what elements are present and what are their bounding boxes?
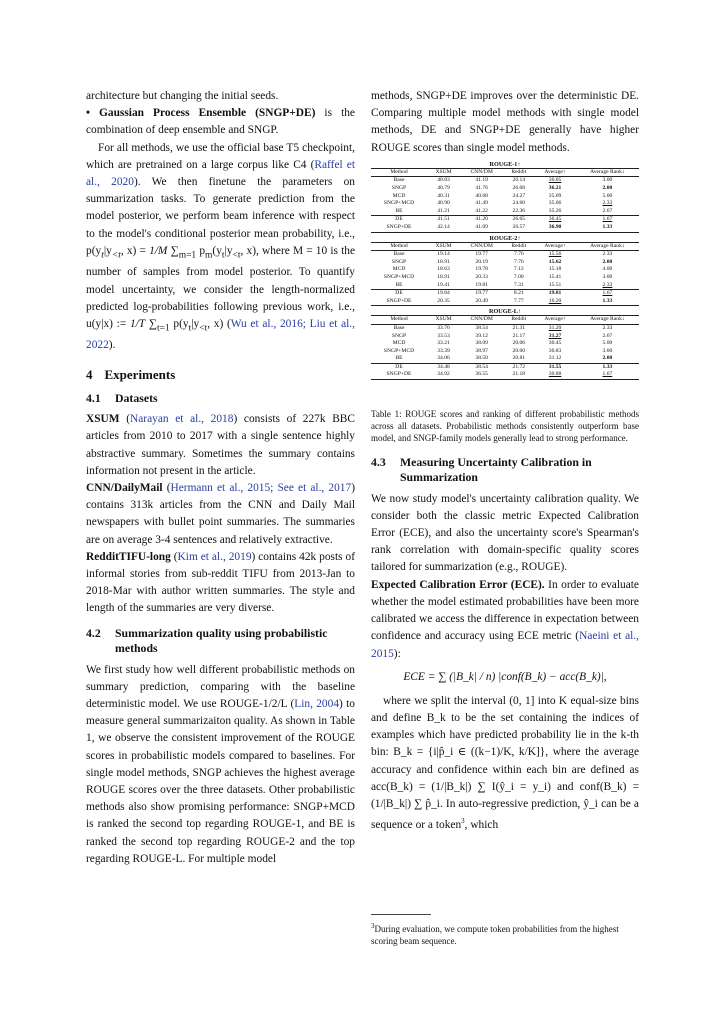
table-header-cell: Method <box>371 168 427 177</box>
text: where we split the interval (0, 1] into K equal-size bins and define B_k to be the set containing the indices of examples which have predicted probability lie in the k-th bin: B_k = {i|p̂_i ∈ ((k−1)/K, k/K]}, where the average accuracy and confidence within each bin are defined as acc(B_k) = (1/|B_k|) ∑ I(ŷ_i = y_i) and conf(B_k) = (1/|B_k|) ∑ p̂_i. In auto-regressive prediction, ŷ_i can be a sequence or a token <box>371 694 639 831</box>
text: , x), where M = 10 is the number of samples from model posterior. To quantify model uncertainty, we consider the length-normalized predicted log-probabilities following previous work, i.e., u(y|x) := <box>86 244 355 330</box>
table-header-cell: Average Rank↓ <box>576 168 639 177</box>
table-cell: 36.90 <box>534 224 576 232</box>
paragraph: methods, SNGP+DE improves over the deterministic DE. Comparing multiple model methods with single model methods, DE and SNGP+DE generally have higher ROUGE scores than single model methods. <box>371 90 639 154</box>
text: ∑ <box>145 317 157 330</box>
section-number: 4 <box>86 366 93 382</box>
table-cell: 7.31 <box>513 281 524 288</box>
section-heading <box>86 367 355 383</box>
table-cell: 15.41 <box>548 273 562 280</box>
text: ) contains 313k articles from the CNN and Daily Mail newspapers with bullet point summaries. The summaries are on average 3-4 sentences and relatively extractive. <box>86 481 355 546</box>
dataset-name: CNN/DailyMail <box>86 481 163 494</box>
table-header-cell: Reddit <box>503 168 534 177</box>
table-header-cell: Method <box>371 242 427 251</box>
table-cell: 2.00 <box>602 185 613 191</box>
text: |y <box>224 244 233 257</box>
table-cell: 24.27 <box>512 192 526 199</box>
footnote-rule <box>371 914 431 915</box>
table-cell: 33.53 <box>437 332 450 339</box>
table-cell: 2.00 <box>602 258 613 265</box>
table-cell: 18.91 <box>437 273 450 280</box>
table-cell: 38.54 <box>460 363 503 371</box>
citation-link[interactable]: Narayan et al., 2018 <box>130 413 234 426</box>
text: (y <box>212 244 222 257</box>
text: |y <box>103 244 112 257</box>
text: |y <box>191 317 200 330</box>
text: ). <box>108 339 116 352</box>
table-cell: Base <box>393 251 405 258</box>
left-column <box>86 88 355 868</box>
table-cell: 20.35 <box>427 298 460 306</box>
table-cell: 2.33 <box>602 200 613 207</box>
text: , x) = <box>120 244 150 257</box>
subsection-title: Datasets <box>115 390 158 405</box>
table-cell: MCD <box>392 266 406 273</box>
table-cell: 18.91 <box>437 258 450 265</box>
table-cell: 36.21 <box>548 185 562 191</box>
table-cell: 31.12 <box>548 355 562 362</box>
table-cell: SNGP <box>391 332 407 339</box>
paragraph-sngp-de <box>86 105 355 139</box>
table-cell: 30.88 <box>534 371 576 379</box>
table-cell: MCD <box>392 192 406 199</box>
table-cell: 1.67 <box>576 216 639 224</box>
rouge-subtable <box>371 242 639 307</box>
table-cell: 39.12 <box>475 332 488 339</box>
text: ): <box>393 647 401 660</box>
footnote-number: 3 <box>371 922 375 930</box>
right-column <box>371 88 639 834</box>
table-cell: 40.83 <box>437 177 450 184</box>
table-header-cell: Average Rank↓ <box>576 242 639 251</box>
table-cell: 36.45 <box>534 216 576 224</box>
table-cell: 20.33 <box>475 273 488 280</box>
table-row <box>371 193 639 201</box>
table-header-cell: Reddit <box>503 316 534 325</box>
paragraph-xsum: XSUM (Narayan et al., 2018) consists of 227k BBC articles from 2010 to 2017 with a single sentence highly abstractive summary. Sometimes the summary contains information not present in the article. <box>86 413 355 477</box>
table-section-title: ROUGE-1↑ <box>489 160 521 168</box>
table-cell: DE <box>371 290 427 298</box>
subsection-title: Measuring Uncertainty Calibration in Summarization <box>400 454 592 485</box>
table-cell: 2.67 <box>602 207 613 214</box>
table-cell: 7.12 <box>513 266 524 273</box>
citation-link[interactable]: Lin, 2004 <box>294 697 340 710</box>
table-row <box>371 185 639 193</box>
table-row <box>371 340 639 348</box>
table-cell: BE <box>395 355 403 362</box>
table-cell: 21.17 <box>512 332 526 339</box>
table-section-title: ROUGE-2↑ <box>489 234 521 242</box>
table-cell: 19.14 <box>437 251 450 258</box>
table-cell: 41.22 <box>475 207 488 214</box>
text: is the combination of deep ensemble and SNGP. <box>86 107 355 137</box>
table-cell: 15.51 <box>548 281 562 288</box>
table-row <box>371 251 639 259</box>
table-cell: 31.20 <box>548 324 562 331</box>
table-cell: 7.00 <box>513 273 524 280</box>
table-cell: 21.72 <box>503 363 534 371</box>
table-cell: 26.08 <box>512 185 526 191</box>
table-cell: 41.20 <box>460 216 503 224</box>
table-row <box>371 200 639 208</box>
paragraph: architecture but changing the initial seeds. <box>86 90 279 102</box>
table-row <box>371 348 639 356</box>
table-row <box>371 216 639 224</box>
table-cell: 2.33 <box>602 251 613 258</box>
paragraph-methods: For all methods, we use the official base T5 checkpoint, which are pretrained on a large corpus like C4 (Raffel et al., 2020). We then finetune the parameters on summarization tasks. To generate prediction from the model posterior, we perform beam inference with respect to the model's conditional posterior mean probability, i.e., $p(y_t|y_{<t}$, x) = 1/M $\sum_{m=1}$ $p_m(y_t|y_{<t}$, x), where M = 10 is the number of samples from model posterior. To quantify model uncertainty, we consider the length-normalized predicted log-probabilities following previous work, i.e., u(y|x) := 1/T $\sum_{t=1}$ $p(y_t|y_{<t}$, x) (Wu et al., 2016; Liu et al., 2022). <box>86 141 355 352</box>
table-cell: SNGP <box>391 258 407 265</box>
table-cell: 40.90 <box>437 200 450 207</box>
table-row <box>371 224 639 232</box>
table-cell: 20.49 <box>460 298 503 306</box>
table-header-cell: CNN/DM <box>460 168 503 177</box>
citation-link[interactable]: Hermann et al., 2015; See et al., 2017 <box>170 481 352 494</box>
table-cell: 36.55 <box>460 371 503 379</box>
table-cell: 41.19 <box>475 177 488 184</box>
footnote <box>371 920 639 947</box>
table-cell: 26.14 <box>512 177 526 184</box>
table-row <box>371 208 639 216</box>
table-cell: SNGP+MCD <box>383 273 415 280</box>
subsection-heading <box>371 455 639 486</box>
subsection-number: 4.1 <box>86 390 101 405</box>
table-cell: 40.79 <box>437 185 450 191</box>
table-caption: Table 1: ROUGE scores and ranking of different probabilistic methods across all datasets. Probabilistic methods consistently outperform base model, and SNGP-family models generally lead to strong performance. <box>371 409 639 444</box>
table-cell: 33.39 <box>437 347 450 354</box>
paragraph-heading: Expected Calibration Error (ECE). <box>371 578 545 591</box>
table-cell: BE <box>395 207 403 214</box>
table-cell: 35.26 <box>548 207 562 214</box>
paragraph-cnn: CNN/DailyMail (Hermann et al., 2015; See et al., 2017) contains 313k articles from the CNN and Daily Mail newspapers with bullet point summaries. The summaries are on average 3-4 sentences and relatively extractive. <box>86 481 355 546</box>
table-cell: 8.21 <box>503 290 534 298</box>
text: ) consists of 227k BBC articles from 2010 to 2017 with a single sentence highly abstractive summary. Sometimes the summary contains information not present in the article. <box>86 413 355 477</box>
table-cell: 20.06 <box>512 340 526 347</box>
table-cell: 33.21 <box>437 340 450 347</box>
table-cell: 1.33 <box>576 224 639 232</box>
subsection-heading <box>86 391 355 407</box>
subsection-number: 4.3 <box>371 454 386 469</box>
text: , which <box>464 818 499 831</box>
footnote-marker[interactable]: 3 <box>461 817 465 826</box>
table-header-cell: Reddit <box>503 242 534 251</box>
table-row <box>371 282 639 290</box>
table-cell: 7.76 <box>513 251 524 258</box>
table-cell: Base <box>393 324 405 331</box>
table-cell: 34.92 <box>427 371 460 379</box>
text: In order to evaluate whether the model estimated probabilities have been more calibrated we access the difference in expectation between confidence and accuracy using ECE metric ( <box>371 578 639 643</box>
table-cell: 1.67 <box>576 290 639 298</box>
table-cell: 41.49 <box>475 200 488 207</box>
table-cell: 21.31 <box>512 324 526 331</box>
citation-link[interactable]: Raffel et al., 2020 <box>86 158 355 189</box>
table-cell: 15.62 <box>548 258 562 265</box>
table-cell: 15.18 <box>548 266 562 273</box>
text: p(y <box>169 317 189 330</box>
table-cell: 40.68 <box>475 192 488 199</box>
table-cell: 19.41 <box>437 281 450 288</box>
text: ∑ <box>167 244 179 257</box>
table-row <box>371 266 639 274</box>
table-cell: 1.67 <box>576 371 639 379</box>
table-cell: MCD <box>392 340 406 347</box>
table-cell: 18.63 <box>437 266 450 273</box>
dataset-name: XSUM <box>86 413 120 426</box>
table-row <box>371 177 639 185</box>
table-row <box>371 290 639 298</box>
table-cell: 22.36 <box>512 207 526 214</box>
table-cell: 20.00 <box>512 347 526 354</box>
table-cell: 4.00 <box>602 266 613 273</box>
table-cell: 21.18 <box>503 371 534 379</box>
table-header-cell: Average Rank↓ <box>576 316 639 325</box>
table-header-cell: Method <box>371 316 427 325</box>
table-cell: 34.06 <box>437 355 450 362</box>
table-cell: 36.05 <box>548 177 562 184</box>
table-cell: 41.09 <box>460 224 503 232</box>
table-cell: 42.14 <box>427 224 460 232</box>
table-cell: 41.51 <box>427 216 460 224</box>
table-header-cell: XSUM <box>427 316 460 325</box>
table-cell: SNGP+DE <box>371 224 427 232</box>
table-cell: 1.33 <box>576 298 639 306</box>
table-cell: 30.45 <box>548 340 562 347</box>
table-cell: 38.09 <box>475 340 488 347</box>
table-cell: 2.00 <box>602 355 613 362</box>
table-cell: 33.76 <box>437 324 450 331</box>
table-cell: 15.56 <box>548 251 562 258</box>
table-cell: 3.00 <box>602 177 613 184</box>
table-header-cell: Average↑ <box>534 242 576 251</box>
table-cell: 3.00 <box>602 347 613 354</box>
paragraph-bins <box>371 693 639 834</box>
table-cell: 35.09 <box>548 192 562 199</box>
section-title: Experiments <box>104 366 176 382</box>
dataset-name: RedditTIFU-long <box>86 550 171 563</box>
ece-equation: ECE = ∑ (|B_k| / n) |conf(B_k) − acc(B_k)|, <box>403 670 607 683</box>
table-cell: SNGP <box>391 185 407 191</box>
table-header-cell: Average↑ <box>534 168 576 177</box>
table-cell: Base <box>393 177 405 184</box>
table-cell: 1.33 <box>576 363 639 371</box>
citation-link[interactable]: Kim et al., 2019 <box>177 550 252 563</box>
table-cell: 2.33 <box>602 281 613 288</box>
subsection-title: Summarization quality using probabilistic methods <box>115 625 328 656</box>
paragraph-calibration: We now study model's uncertainty calibration quality. We consider both the classic metric Expected Calibration Error (ECE), and also the uncertainty score's Spearman's rank correlation with domain-specific quality scores tailored for summarization (e.g., ROUGE). <box>371 492 639 574</box>
table-cell: 16.20 <box>534 298 576 306</box>
table-cell: 35.66 <box>548 200 562 207</box>
citation-link[interactable]: Wu et al., 2016; Liu et al., 2022 <box>86 317 355 352</box>
table-header-cell: XSUM <box>427 242 460 251</box>
table-cell: DE <box>371 216 427 224</box>
table-cell: DE <box>371 363 427 371</box>
table-cell: 19.77 <box>460 290 503 298</box>
subsection-number: 4.2 <box>86 625 101 640</box>
subsection-heading <box>86 626 355 657</box>
table-cell: 5.00 <box>602 340 613 347</box>
table-cell: BE <box>395 281 403 288</box>
rouge-subtable <box>371 168 639 233</box>
table-cell: 38.50 <box>475 355 488 362</box>
table-cell: 3.00 <box>602 273 613 280</box>
text: ). We then finetune the parameters on summarization tasks. To generate prediction from the model posterior, we perform beam inference with respect to the model's conditional posterior mean probability, i.e., p(y <box>86 176 355 257</box>
table-cell: 19.84 <box>427 290 460 298</box>
table-cell: 19.77 <box>475 251 488 258</box>
rouge-subtable <box>371 315 639 380</box>
table-cell: 20.81 <box>512 355 526 362</box>
table-cell: SNGP+MCD <box>383 200 415 207</box>
table-cell: 31.55 <box>534 363 576 371</box>
table-cell: 20.19 <box>475 258 488 265</box>
table-cell: 19.81 <box>534 290 576 298</box>
table-cell: SNGP+MCD <box>383 347 415 354</box>
table-cell: 19.81 <box>475 281 488 288</box>
table-row <box>371 333 639 341</box>
text: We first study how well different probabilistic methods on summary prediction, comparing with the baseline deterministic model. We use ROUGE-1/2/L ( <box>86 663 355 710</box>
table-cell: 24.60 <box>512 200 526 207</box>
citation-link[interactable]: Naeini et al., 2015 <box>371 630 639 660</box>
table-cell: SNGP+DE <box>371 371 427 379</box>
table-header-cell: XSUM <box>427 168 460 177</box>
table-row <box>371 274 639 282</box>
table-cell: 38.97 <box>475 347 488 354</box>
table-section-title: ROUGE-L↑ <box>489 308 521 316</box>
table-cell: 7.77 <box>503 298 534 306</box>
text: p <box>196 244 206 257</box>
paragraph-reddit: RedditTIFU-long (Kim et al., 2019) contains 42k posts of informal stories from sub-reddit TIFU from 2013-Jan to 2018-Mar with author written summaries. The style and length of the summaries are very diverse. <box>86 550 355 615</box>
table-row <box>371 371 639 379</box>
table-row <box>371 259 639 267</box>
table-cell: 34.48 <box>427 363 460 371</box>
footnote-text: During evaluation, we compute token probabilities from the highest scoring beam sequence. <box>371 924 619 946</box>
bullet-heading: • Gaussian Process Ensemble (SNGP+DE) <box>86 107 316 120</box>
table-cell: 41.76 <box>475 185 488 191</box>
rouge-table <box>371 161 639 380</box>
table-cell: 7.76 <box>513 258 524 265</box>
table-cell: 2.67 <box>602 332 613 339</box>
table-cell: 2.33 <box>602 324 613 331</box>
table-row <box>371 298 639 306</box>
table-cell: 30.83 <box>548 347 562 354</box>
table-cell: 38.54 <box>475 324 488 331</box>
table-cell: 5.00 <box>602 192 613 199</box>
paragraph-summarization-quality <box>86 662 355 868</box>
text: ) to measure general summarizaiton quality. As shown in Table 1, we observe the consistent improvement of the ROUGE scores in probabilistic models compared to baselines. For single model methods, SNGP achieves the highest average ROUGE scores over the three datasets. Other probabilistic methods also show promising performance: SNGP+MCD is ranked the second top regarding ROUGE-1, and BE is ranked the second top regarding ROUGE-2 and the top regarding ROUGE-L. For multiple model <box>86 697 355 865</box>
table-row <box>371 363 639 371</box>
table-cell: 31.27 <box>548 332 562 339</box>
table-cell: 26.57 <box>503 224 534 232</box>
table-cell: 26.65 <box>503 216 534 224</box>
table-row <box>371 355 639 363</box>
text: For all methods, we use the official base T5 checkpoint, which are pretrained on a large corpus like C4 ( <box>86 141 355 171</box>
table-cell: 41.21 <box>437 207 450 214</box>
table-cell: 40.31 <box>437 192 450 199</box>
text: , x) ( <box>207 317 231 330</box>
table-header-cell: CNN/DM <box>460 316 503 325</box>
table-cell: SNGP+DE <box>371 298 427 306</box>
table-header-cell: CNN/DM <box>460 242 503 251</box>
paragraph-ece <box>371 577 639 663</box>
text: ) contains 42k posts of informal stories from sub-reddit TIFU from 2013-Jan to 2018-Mar with author written summaries. The style and length of the summaries are very diverse. <box>86 550 355 615</box>
table-row <box>371 324 639 332</box>
table-cell: 19.78 <box>475 266 488 273</box>
table-header-cell: Average↑ <box>534 316 576 325</box>
